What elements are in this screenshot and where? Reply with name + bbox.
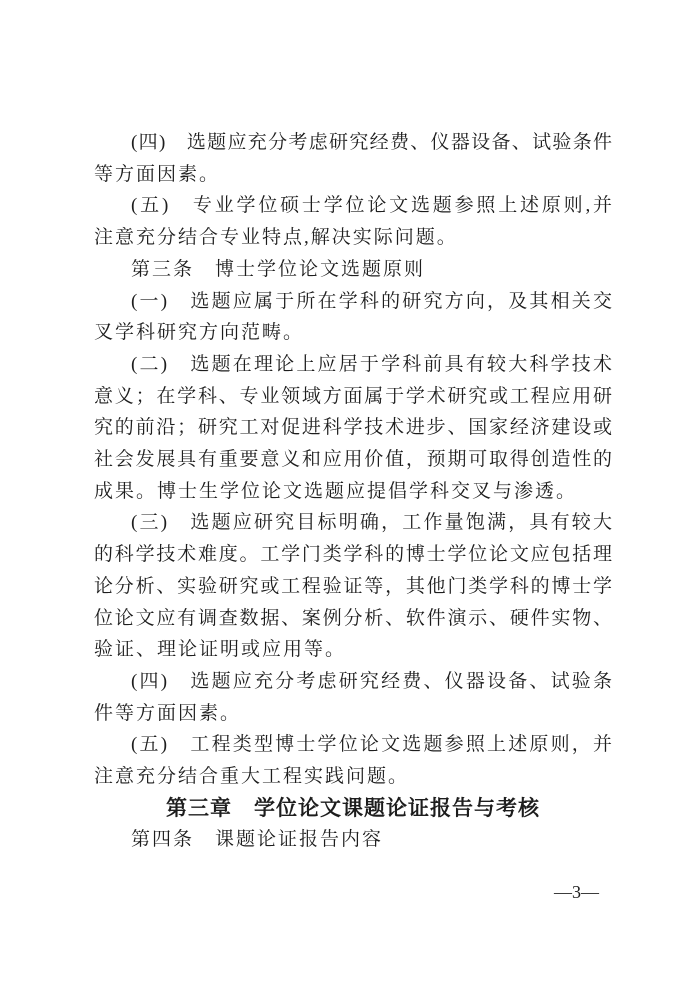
text-line: 论分析、实验研究或工程验证等，其他门类学科的博士学: [94, 575, 612, 597]
document-body: [94, 127, 612, 856]
chapter-heading: 第三章 学位论文课题论证报告与考核: [166, 795, 540, 820]
text-line: (四) 选题应充分考虑研究经费、仪器设备、试验条: [131, 670, 612, 692]
text-line: 社会发展具有重要意义和应用价值，预期可取得创造性的: [94, 449, 612, 471]
text-line: (五) 工程类型博士学位论文选题参照上述原则，并: [131, 734, 612, 756]
text-line: 位论文应有调查数据、案例分析、软件演示、硬件实物、: [94, 607, 612, 629]
text-line: 的科学技术难度。工学门类学科的博士学位论文应包括理: [94, 544, 612, 566]
text-line: (五) 专业学位硕士学位论文选题参照上述原则,并: [131, 195, 612, 217]
text-line: 注意充分结合专业特点,解决实际问题。: [94, 227, 458, 249]
text-line: (一) 选题应属于所在学科的研究方向，及其相关交: [131, 290, 612, 312]
page-number: —3—: [554, 882, 599, 902]
text-line: 验证、理论证明或应用等。: [94, 639, 347, 661]
text-line: 等方面因素。: [94, 163, 221, 185]
text-line: 件等方面因素。: [94, 702, 242, 724]
page-footer: [554, 882, 599, 903]
text-line: 叉学科研究方向范畴。: [94, 322, 305, 344]
text-line: 究的前沿；研究工对促进科学技术进步、国家经济建设或: [94, 417, 612, 439]
text-line: (二) 选题在理论上应居于学科前具有较大科学技术: [131, 353, 612, 375]
text-line: (三) 选题应研究目标明确，工作量饱满，具有较大: [131, 512, 612, 534]
text-line: 成果。博士生学位论文选题应提倡学科交叉与渗透。: [94, 480, 578, 502]
text-line: 意义；在学科、专业领域方面属于学术研究或工程应用研: [94, 385, 612, 407]
text-line: 第三条 博士学位论文选题原则: [131, 258, 426, 280]
text-line: 第四条 课题论证报告内容: [131, 829, 384, 851]
text-line: 注意充分结合重大工程实践问题。: [94, 766, 410, 788]
text-line: (四) 选题应充分考虑研究经费、仪器设备、试验条件: [131, 132, 612, 153]
